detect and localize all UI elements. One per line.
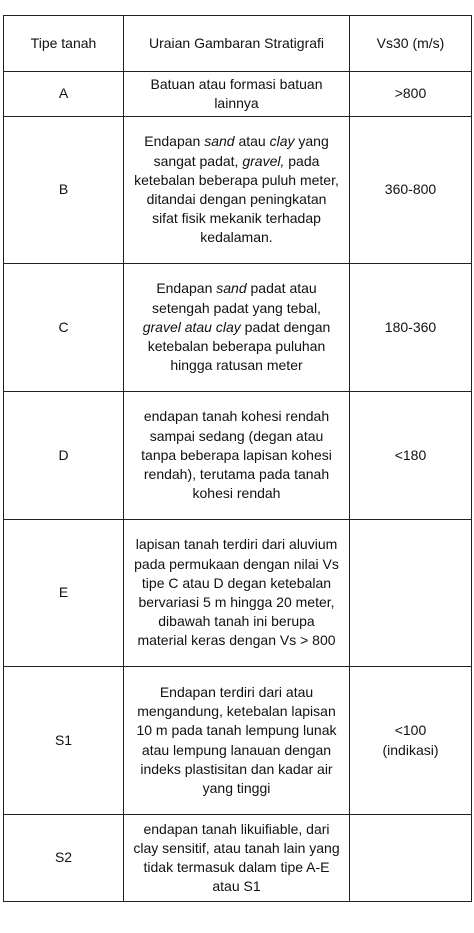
description-cell: endapan tanah likuifiable, dari clay sensitif, atau tanah lain yang tidak termasuk dalam tipe A-E atau S1 <box>124 815 350 902</box>
table-header-row <box>4 16 472 72</box>
vs30-cell <box>350 815 472 902</box>
soil-type-cell: E <box>4 520 124 667</box>
vs30-cell <box>350 520 472 667</box>
header-soil-type: Tipe tanah <box>4 16 124 72</box>
table-row <box>4 667 472 815</box>
vs30-cell: >800 <box>350 72 472 117</box>
table-row <box>4 72 472 117</box>
vs30-cell: <100 (indikasi) <box>350 667 472 815</box>
table-row <box>4 520 472 667</box>
header-description: Uraian Gambaran Stratigrafi <box>124 16 350 72</box>
table-row <box>4 392 472 520</box>
vs30-cell: 360-800 <box>350 117 472 264</box>
table-row <box>4 264 472 392</box>
description-cell: lapisan tanah terdiri dari aluvium pada permukaan dengan nilai Vs tipe C atau D degan ketebalan bervariasi 5 m hingga 20 meter, dibawah tanah ini berupa material keras dengan Vs > 800 <box>124 520 350 667</box>
soil-type-cell: A <box>4 72 124 117</box>
table-row <box>4 117 472 264</box>
soil-type-cell: C <box>4 264 124 392</box>
stratigraphy-table <box>3 15 472 902</box>
description-cell: endapan tanah kohesi rendah sampai sedang (degan atau tanpa beberapa lapisan kohesi rendah), terutama pada tanah kohesi rendah <box>124 392 350 520</box>
description-cell: Endapan sand padat atau setengah padat yang tebal, gravel atau clay padat dengan ketebalan beberapa puluhan hingga ratusan meter <box>124 264 350 392</box>
soil-type-cell: B <box>4 117 124 264</box>
description-cell: Endapan sand atau clay yang sangat padat, gravel, pada ketebalan beberapa puluh meter, ditandai dengan peningkatan sifat fisik mekanik terhadap kedalaman. <box>124 117 350 264</box>
vs30-cell: <180 <box>350 392 472 520</box>
description-cell: Endapan terdiri dari atau mengandung, ketebalan lapisan 10 m pada tanah lempung lunak atau lempung lanauan dengan indeks plastisitan dan kadar air yang tinggi <box>124 667 350 815</box>
table-row <box>4 815 472 902</box>
header-vs30: Vs30 (m/s) <box>350 16 472 72</box>
vs30-cell: 180-360 <box>350 264 472 392</box>
soil-type-cell: S2 <box>4 815 124 902</box>
soil-type-cell: S1 <box>4 667 124 815</box>
soil-type-cell: D <box>4 392 124 520</box>
description-cell: Batuan atau formasi batuan lainnya <box>124 72 350 117</box>
